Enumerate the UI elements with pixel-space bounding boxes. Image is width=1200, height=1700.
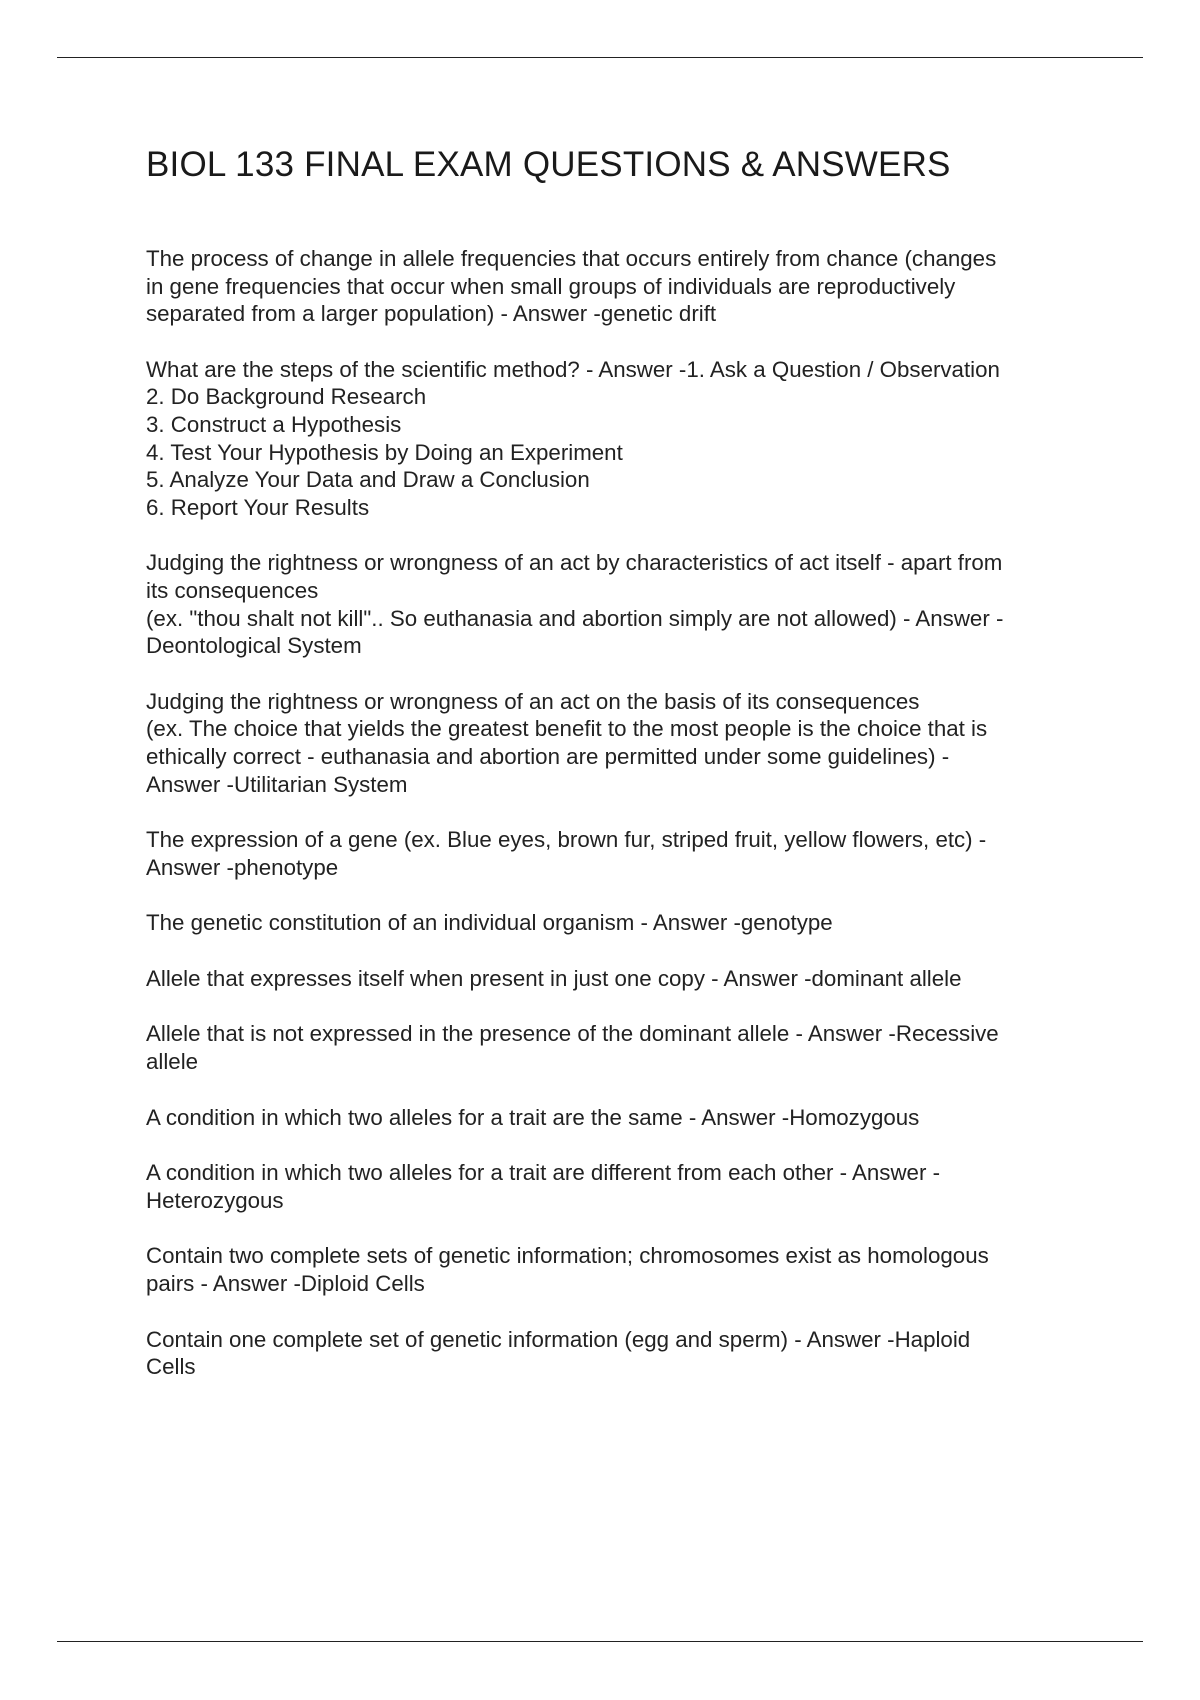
- bottom-divider: [57, 1641, 1143, 1642]
- qa-item-genotype: The genetic constitution of an individual organism - Answer -genotype: [146, 910, 833, 936]
- qa-list: [146, 245, 1106, 1381]
- qa-item-diploid-cells: Contain two complete sets of genetic information; chromosomes exist as homologous pairs - Answer -Diploid Cells: [146, 1243, 989, 1297]
- qa-item-utilitarian-system: Judging the rightness or wrongness of an act on the basis of its consequences (ex. The choice that yields the greatest benefit to the most people is the choice that is ethically correct - euthanasia and abortion are permitted under some guidelines) - Answer -Utilitarian System: [146, 688, 988, 797]
- qa-item-heterozygous: A condition in which two alleles for a trait are different from each other - Answer - Heterozygous: [146, 1160, 940, 1213]
- document-title: BIOL 133 FINAL EXAM QUESTIONS & ANSWERS: [146, 145, 951, 184]
- qa-item-deontological-system: Judging the rightness or wrongness of an act by characteristics of act itself - apart from its consequences (ex. "thou shalt not kill".. So euthanasia and abortion simply are not allowed) - Answer - Deontological System: [146, 550, 1004, 659]
- qa-item-dominant-allele: Allele that expresses itself when present in just one copy - Answer -dominant allele: [146, 965, 962, 991]
- qa-item-haploid-cells: Contain one complete set of genetic information (egg and sperm) - Answer -Haploid Cells: [146, 1326, 971, 1380]
- qa-item-genetic-drift: The process of change in allele frequencies that occurs entirely from chance (changes in gene frequencies that occur when small groups of individuals are reproductively separated from a larger population) - Answer -genetic drift: [146, 246, 997, 327]
- qa-item-homozygous: A condition in which two alleles for a trait are the same - Answer -Homozygous: [146, 1104, 920, 1130]
- qa-item-scientific-method: What are the steps of the scientific method? - Answer -1. Ask a Question / Observation 2. Do Background Research 3. Construct a Hypothesis 4. Test Your Hypothesis by Doing an Experiment 5. Analyze Your Data and Draw a Conclusion 6. Report Your Results: [146, 356, 1000, 520]
- qa-item-phenotype: The expression of a gene (ex. Blue eyes, brown fur, striped fruit, yellow flowers, etc) - Answer -phenotype: [146, 827, 987, 880]
- top-divider: [57, 57, 1143, 58]
- qa-item-recessive-allele: Allele that is not expressed in the presence of the dominant allele - Answer -Recessive allele: [146, 1021, 999, 1075]
- document-body: [146, 141, 1106, 1409]
